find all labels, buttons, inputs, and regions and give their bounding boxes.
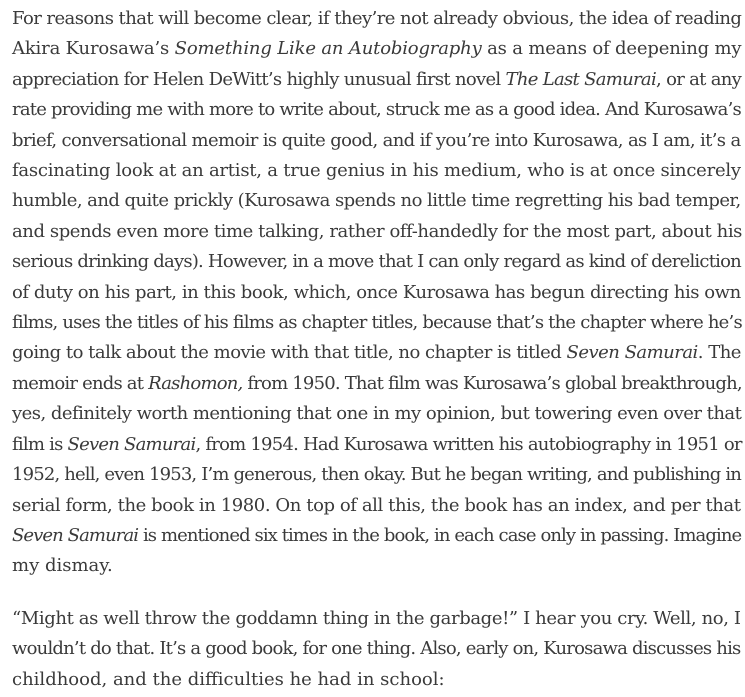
text-segment: memoir ends at	[12, 372, 149, 394]
text-line	[12, 430, 740, 460]
text-line	[12, 126, 740, 156]
text-line	[12, 186, 740, 216]
text-segment: humble, and quite prickly (Kurosawa spends no little time regretting his bad temper,	[12, 190, 741, 212]
text-line	[12, 369, 740, 399]
film-title: Seven Samurai	[566, 342, 698, 364]
text-line	[12, 4, 740, 34]
paragraph	[12, 4, 740, 582]
text-segment: and spends even more time talking, rather off-handedly for the most part, about his	[12, 220, 742, 242]
text-segment: serious drinking days). However, in a move that I can only regard as kind of dereliction	[12, 251, 741, 273]
article-body	[12, 4, 740, 695]
text-segment: brief, conversational memoir is quite good, and if you’re into Kurosawa, as I am, it’s a	[12, 129, 741, 151]
text-line	[12, 34, 740, 64]
text-line	[12, 65, 740, 95]
text-segment: , from 1954. Had Kurosawa written his autobiography in 1951 or	[195, 433, 742, 455]
text-line	[12, 521, 740, 551]
text-line	[12, 95, 740, 125]
text-segment: rate providing me with more to write about, struck me as a good idea. And Kurosawa’s	[12, 99, 741, 121]
text-line	[12, 604, 740, 634]
text-line	[12, 308, 740, 338]
film-title: Rashomon,	[148, 372, 243, 394]
text-segment: , or at any	[656, 68, 742, 90]
text-segment: of duty on his part, in this book, which, once Kurosawa has begun directing his own	[12, 281, 741, 303]
text-segment: appreciation for Helen DeWitt’s highly unusual first novel	[12, 68, 506, 90]
book-title: Something Like an Autobiography	[174, 38, 482, 60]
text-segment: 1952, hell, even 1953, I’m generous, then okay. But he began writing, and publishing in	[12, 464, 742, 486]
film-title: Seven Samurai	[12, 524, 139, 546]
text-line	[12, 278, 740, 308]
text-segment: serial form, the book in 1980. On top of all this, the book has an index, and per that	[12, 494, 741, 516]
text-segment: Akira Kurosawa’s	[12, 38, 175, 60]
text-line	[12, 338, 740, 368]
text-line	[12, 551, 740, 581]
text-segment: yes, definitely worth mentioning that one in my opinion, but towering even over that	[12, 403, 742, 425]
text-segment: . The	[697, 342, 741, 364]
text-segment: childhood, and the difficulties he had in school:	[12, 668, 445, 690]
text-line	[12, 399, 740, 429]
text-line	[12, 217, 740, 247]
text-segment: fascinating look at an artist, a true genius in his medium, who is at once sincerely	[12, 160, 741, 182]
text-segment: going to talk about the movie with that title, no chapter is titled	[12, 342, 567, 364]
film-title: Seven Samurai	[67, 433, 196, 455]
text-segment: my dismay.	[12, 555, 113, 577]
text-line	[12, 634, 740, 664]
text-segment: For reasons that will become clear, if they’re not already obvious, the idea of reading	[12, 8, 742, 29]
text-segment: wouldn’t do that. It’s a good book, for one thing. Also, early on, Kurosawa discusses his	[12, 638, 741, 660]
text-segment: from 1950. That film was Kurosawa’s global breakthrough,	[242, 372, 742, 394]
text-segment: film is	[12, 433, 68, 455]
text-line	[12, 491, 740, 521]
text-line	[12, 460, 740, 490]
book-title: The Last Samurai	[505, 68, 657, 90]
text-line	[12, 156, 740, 186]
text-line	[12, 247, 740, 277]
paragraph	[12, 604, 740, 695]
text-line	[12, 665, 740, 695]
text-segment: as a means of deepening my	[481, 38, 742, 60]
text-segment: is mentioned six times in the book, in each case only in passing. Imagine	[138, 524, 742, 546]
text-segment: “Might as well throw the goddamn thing in the garbage!” I hear you cry. Well, no, I	[12, 607, 741, 629]
text-segment: films, uses the titles of his films as chapter titles, because that’s the chapter where he’s	[12, 312, 742, 334]
